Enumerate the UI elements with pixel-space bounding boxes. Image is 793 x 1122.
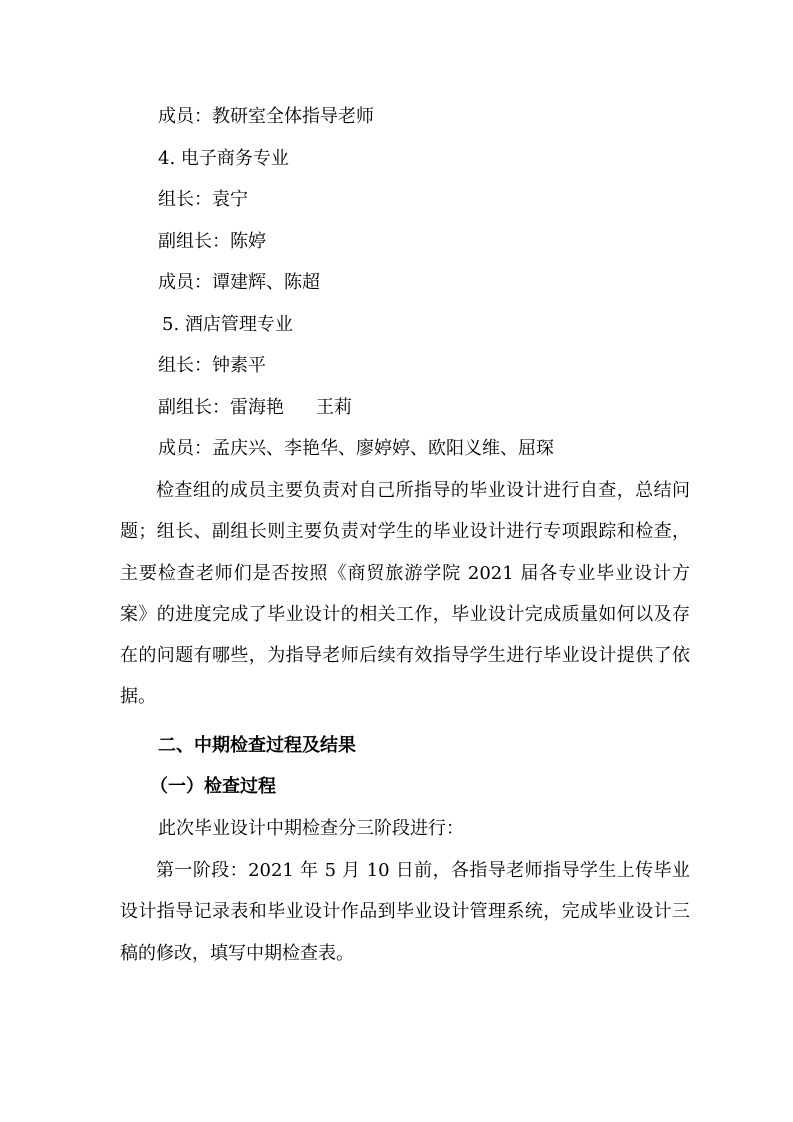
ecommerce-title: 4. 电子商务专业 [158,148,289,169]
hotel-title: 5. 酒店管理专业 [162,314,293,335]
ecommerce-leader: 组长：袁宁 [158,189,248,210]
hotel-members: 成员：孟庆兴、李艳华、廖婷婷、欧阳义维、屈琛 [158,438,554,459]
hotel-deputy-secondary: 王莉 [316,397,352,418]
subsection-heading: （一）检查过程 [150,776,276,797]
duties-paragraph: 检查组的成员主要负责对自己所指导的毕业设计进行自查，总结问题；组长、副组长则主要负责对学生的毕业设计进行专项跟踪和检查，主要检查老师们是否按照《商贸旅游学院 2021 届各专业毕业设计方案》的进度完成了毕业设计的相关工作，毕业设计完成质量如何以及存在的问题有哪些，为指导老师后续有效指导学生进行毕业设计提供了依据。 [120,480,690,708]
hotel-leader: 组长：钟素平 [158,355,266,376]
section-heading: 二、中期检查过程及结果 [158,735,356,756]
members-all-teachers: 成员：教研室全体指导老师 [158,106,374,127]
stage1-paragraph: 第一阶段：2021 年 5 月 10 日前，各指导老师指导学生上传毕业设计指导记录表和毕业设计作品到毕业设计管理系统，完成毕业设计三稿的修改，填写中期检查表。 [120,860,690,964]
stages-intro: 此次毕业设计中期检查分三阶段进行： [158,818,464,839]
hotel-deputy [158,397,352,419]
ecommerce-members: 成员：谭建辉、陈超 [158,272,320,293]
hotel-deputy-primary: 副组长：雷海艳 [158,397,284,418]
ecommerce-deputy: 副组长：陈婷 [158,231,266,252]
